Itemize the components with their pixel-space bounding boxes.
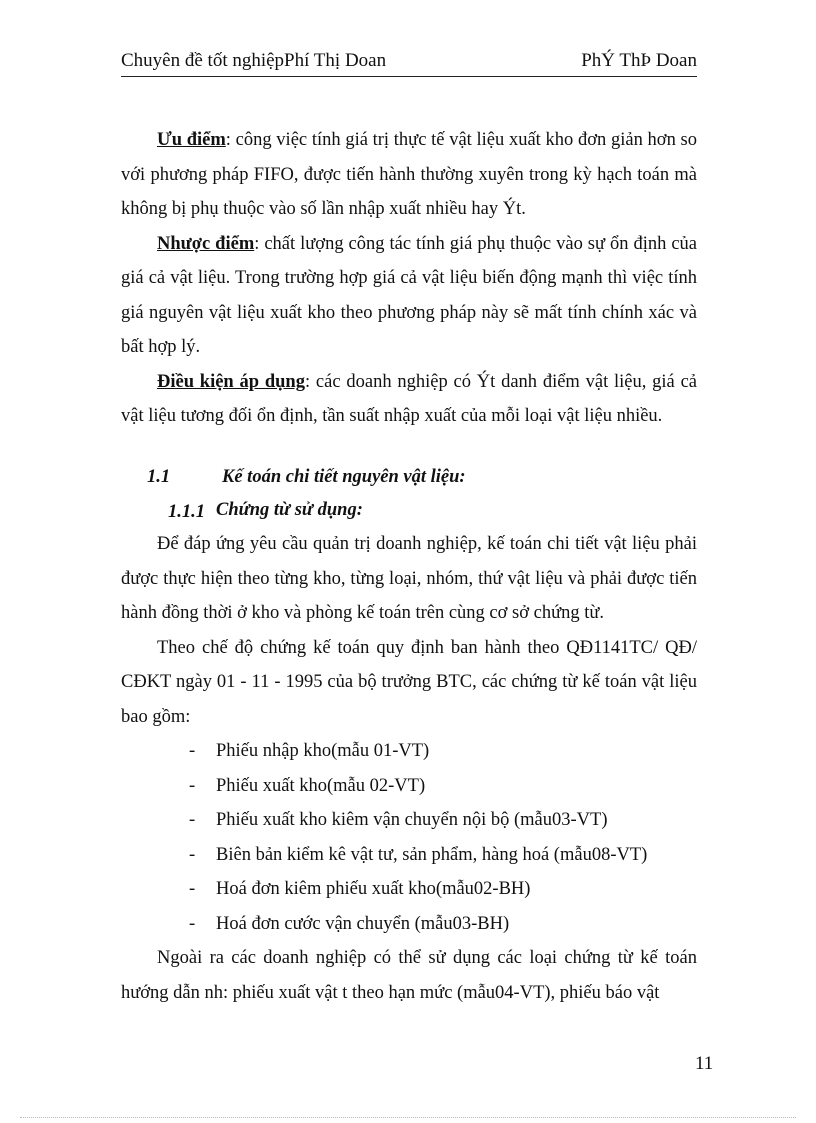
header-right-author: PhÝ ThÞ Doan — [581, 50, 697, 71]
paragraph-advantages — [121, 123, 697, 227]
footer-divider — [20, 1117, 796, 1118]
heading-1-number: 1.1 — [147, 467, 171, 487]
advantages-text: : công việc tính giá trị thực tế vật liệu xuất kho đơn giản hơn so với phương pháp FIFO, được tiến hành thường xuyên trong kỳ hạch toán mà không bị phụ thuộc vào số lần nhập xuất nhiều hay Ýt. — [121, 130, 697, 219]
list-dash: - — [189, 913, 196, 934]
heading-2-number: 1.1.1 — [168, 502, 205, 522]
header-left-title: Chuyên đề tốt nghiệpPhí Thị Doan — [121, 50, 387, 71]
disadvantages-label: Nhược điểm — [157, 233, 255, 254]
conditions-text: : các doanh nghiệp có Ýt danh điểm vật liệu, giá cả vật liệu tương đối ổn định, tần suất nhập xuất của mỗi loại vật liệu nhiều. — [121, 371, 697, 426]
list-item: - Phiếu xuất kho(mẫu 02-VT) — [189, 769, 647, 804]
list-dash: - — [189, 775, 196, 796]
section-documents — [121, 527, 697, 734]
advantages-label: Ưu điểm — [157, 130, 226, 150]
section-advantages-disadvantages — [121, 123, 697, 434]
paragraph-regulation: Theo chế độ chứng kế toán quy định ban hành theo QĐ1141TC/ QĐ/ CĐKT ngày 01 - 11 - 1995 của bộ trưởng BTC, các chứng từ kế toán vật liệu bao gồm: — [121, 637, 697, 727]
list-dash: - — [189, 844, 196, 865]
heading-2-title: Chứng từ sử dụng: — [216, 500, 363, 520]
conditions-label: Điều kiện áp dụng — [157, 371, 305, 392]
list-item: - Biên bản kiểm kê vật tư, sản phẩm, hàng hoá (mẫu08-VT) — [189, 838, 647, 873]
section-additional — [121, 941, 697, 1010]
paragraph-conditions — [121, 365, 697, 434]
list-dash: - — [189, 741, 196, 761]
list-item: - Hoá đơn cước vận chuyển (mẫu03-BH) — [189, 907, 647, 942]
paragraph-requirements: Để đáp ứng yêu cầu quản trị doanh nghiệp, kế toán chi tiết vật liệu phải được thực hiện theo từng kho, từng loại, nhóm, thứ vật liệu và phải được tiến hành đồng thời ở kho và phòng kế toán trên cùng cơ sở chứng từ. — [121, 534, 697, 623]
page-number: 11 — [695, 1053, 714, 1074]
list-dash: - — [189, 810, 196, 830]
list-item: - Hoá đơn kiêm phiếu xuất kho(mẫu02-BH) — [189, 872, 647, 907]
document-list — [189, 734, 647, 941]
list-dash: - — [189, 879, 196, 899]
list-item: - Phiếu xuất kho kiêm vận chuyển nội bộ (mẫu03-VT) — [189, 803, 647, 838]
list-item: - Phiếu nhập kho(mẫu 01-VT) — [189, 734, 647, 769]
paragraph-disadvantages — [121, 227, 697, 365]
page-header — [121, 50, 697, 77]
heading-1-title: Kế toán chi tiết nguyên vật liệu: — [222, 467, 466, 487]
disadvantages-text: : chất lượng công tác tính giá phụ thuộc vào sự ổn định của giá cả vật liệu. Trong trường hợp giá cả vật liệu biến động mạnh thì việc tính giá nguyên vật liệu xuất kho theo phương pháp này sẽ mất tính chính xác và bất hợp lý. — [121, 233, 697, 357]
paragraph-additional-documents: Ngoài ra các doanh nghiệp có thể sử dụng các loại chứng từ kế toán hướng dẫn nh: phiếu xuất vật t theo hạn mức (mẫu04-VT), phiếu báo vật — [121, 948, 697, 1003]
